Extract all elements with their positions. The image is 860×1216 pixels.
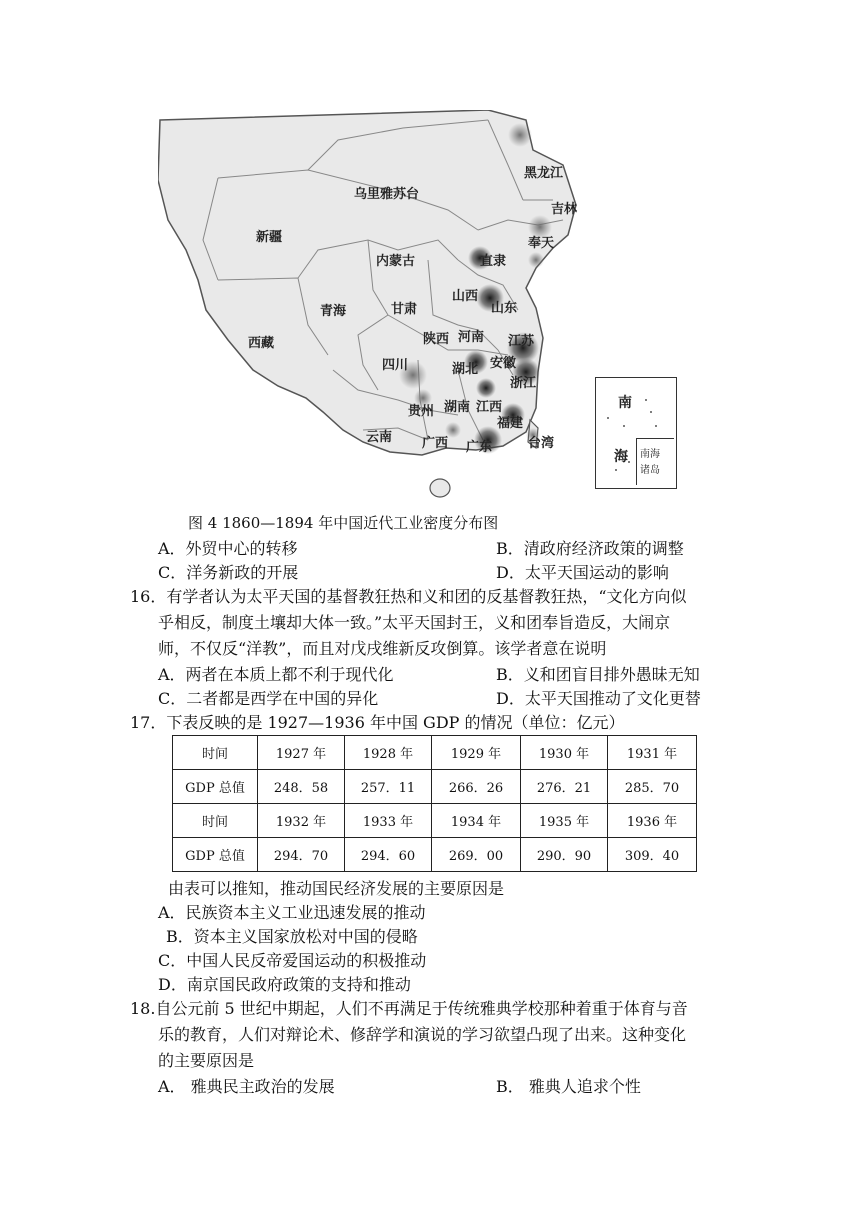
- table-cell: 1930 年: [521, 736, 608, 770]
- q17-stem: 17．下表反映的是 1927—1936 年中国 GDP 的情况（单位：亿元）: [130, 713, 625, 732]
- table-cell: 269．00: [432, 838, 521, 872]
- table-row: [173, 838, 697, 872]
- map-label-henan: 河南: [458, 330, 485, 345]
- table-cell: 1932 年: [258, 804, 345, 838]
- q18-option-a: A． 雅典民主政治的发展: [158, 1077, 335, 1096]
- inset-islands-label-2: 诸岛: [640, 465, 660, 476]
- map-label-yunnan: 云南: [366, 430, 393, 445]
- table-cell: 294．60: [345, 838, 432, 872]
- map-label-jilin: 吉林: [551, 202, 578, 217]
- q18-stem-line3: 的主要原因是: [158, 1051, 255, 1070]
- inset-dots: [596, 378, 676, 488]
- table-cell: 1931 年: [608, 736, 697, 770]
- q17-option-a: A．民族资本主义工业迅速发展的推动: [158, 903, 426, 922]
- map-label-hunan: 湖南: [444, 400, 471, 415]
- table-cell: 时间: [173, 736, 258, 770]
- table-cell: 257．11: [345, 770, 432, 804]
- map-label-anhui: 安徽: [490, 356, 517, 371]
- table-cell: 285．70: [608, 770, 697, 804]
- q18-stem-line2: 乐的教育，人们对辩论术、修辞学和演说的学习欲望凸现了出来。这种变化: [158, 1025, 687, 1044]
- q16-option-b: B．义和团盲目排外愚昧无知: [496, 665, 700, 684]
- table-cell: GDP 总值: [173, 838, 258, 872]
- map-label-jiangsu: 江苏: [508, 334, 535, 349]
- map-label-guangdong: 广东: [466, 440, 493, 455]
- table-row: [173, 804, 697, 838]
- q17-option-d: D．南京国民政府政策的支持和推动: [158, 975, 411, 994]
- q16-stem-line1: 16．有学者认为太平天国的基督教狂热和义和团的反基督教狂热，“文化方向似: [130, 587, 687, 606]
- map-label-guizhou: 贵州: [408, 404, 435, 419]
- map-label-qinghai: 青海: [320, 304, 347, 319]
- inset-islands-label-1: 南海: [640, 449, 660, 460]
- inset-label-hai: 海: [614, 449, 628, 465]
- map-label-xizang: 西藏: [248, 336, 275, 351]
- q18-stem-line1: 18.自公元前 5 世纪中期起，人们不再满足于传统雅典学校那种着重于体育与音: [130, 999, 688, 1018]
- q16-option-a: A．两者在本质上都不利于现代化: [158, 665, 394, 684]
- map-label-fujian: 福建: [497, 416, 524, 431]
- table-cell: 1934 年: [432, 804, 521, 838]
- q15-option-d: D．太平天国运动的影响: [496, 563, 669, 582]
- map-label-fengtian: 奉天: [528, 236, 555, 251]
- map-label-zhili: 直隶: [480, 254, 507, 269]
- table-row: [173, 770, 697, 804]
- q17-option-c: C．中国人民反帝爱国运动的积极推动: [158, 951, 427, 970]
- map-label-zhejiang: 浙江: [510, 376, 537, 391]
- map-label-guangxi: 广西: [422, 436, 449, 451]
- table-cell: 1936 年: [608, 804, 697, 838]
- map-label-xinjiang: 新疆: [256, 230, 283, 245]
- table-cell: GDP 总值: [173, 770, 258, 804]
- map-label-heilongjiang: 黑龙江: [524, 166, 564, 181]
- map-label-sichuan: 四川: [382, 358, 409, 373]
- map-label-gansu: 甘肃: [391, 302, 418, 317]
- map-label-neimenggu: 内蒙古: [376, 254, 416, 269]
- south-china-sea-inset: [595, 377, 677, 489]
- q16-option-c: C．二者都是西学在中国的异化: [158, 689, 379, 708]
- figure-caption: 图 4 1860—1894 年中国近代工业密度分布图: [188, 514, 499, 532]
- map-label-taiwan: 台湾: [528, 436, 555, 451]
- map-label-shandong: 山东: [491, 301, 518, 316]
- map-label-uliastai: 乌里雅苏台: [354, 187, 420, 202]
- table-cell: 时间: [173, 804, 258, 838]
- inset-label-nan: 南: [618, 395, 632, 411]
- table-cell: 1935 年: [521, 804, 608, 838]
- table-cell: 290．90: [521, 838, 608, 872]
- q17-option-b: B．资本主义国家放松对中国的侵略: [166, 927, 418, 946]
- map-label-jiangxi: 江西: [476, 400, 503, 415]
- q15-option-c: C．洋务新政的开展: [158, 563, 299, 582]
- map-label-shaanxi: 陕西: [423, 332, 450, 347]
- table-cell: 1928 年: [345, 736, 432, 770]
- table-cell: 294．70: [258, 838, 345, 872]
- q17-question: 由表可以推知，推动国民经济发展的主要原因是: [168, 879, 505, 898]
- gdp-table: [172, 735, 697, 872]
- table-cell: 276．21: [521, 770, 608, 804]
- map-label-shanxi: 山西: [452, 289, 479, 304]
- q18-option-b: B． 雅典人追求个性: [496, 1077, 641, 1096]
- q16-option-d: D．太平天国推动了文化更替: [496, 689, 701, 708]
- table-cell: 266．26: [432, 770, 521, 804]
- hainan-island: [430, 479, 450, 497]
- table-row: [173, 736, 697, 770]
- table-cell: 1927 年: [258, 736, 345, 770]
- map-label-hubei: 湖北: [452, 362, 479, 377]
- q15-option-b: B．清政府经济政策的调整: [496, 539, 684, 558]
- table-cell: 1929 年: [432, 736, 521, 770]
- q16-stem-line2: 乎相反，制度土壤却大体一致。”太平天国封王，义和团奉旨造反，大闹京: [158, 613, 671, 632]
- table-cell: 309．40: [608, 838, 697, 872]
- q16-stem-line3: 师，不仅反“洋教”，而且对戊戌维新反攻倒算。该学者意在说明: [158, 639, 607, 658]
- table-cell: 248．58: [258, 770, 345, 804]
- industry-density-map: [158, 110, 584, 502]
- q15-option-a: A．外贸中心的转移: [158, 539, 298, 558]
- table-cell: 1933 年: [345, 804, 432, 838]
